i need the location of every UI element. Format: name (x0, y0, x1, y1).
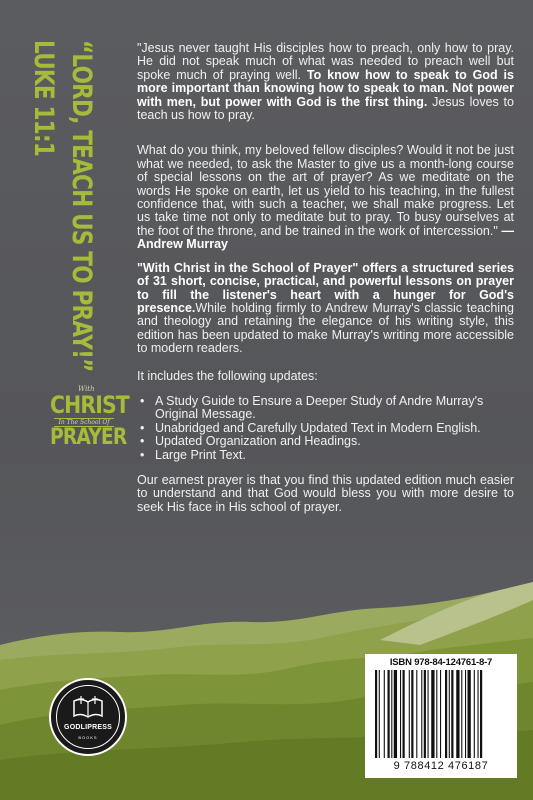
publisher-sub: BOOKS (78, 735, 98, 740)
updates-intro: It includes the following updates: (137, 368, 318, 383)
blurb-text (137, 42, 514, 524)
logo-christ: CHRIST (50, 391, 129, 419)
paragraph-quote-2: What do you think, my beloved fellow disciples? Would it not be just what we needed, to ask the Master to give us a month-long course of special lessons on the art of prayer? As we meditate on the words He spoke on earth, let us yield to his teaching, in the fullest confidence that, with such a teacher, we shall make progress. Let us take time not only to meditate but to pray. To busy ourselves at the foot of the throne, and be trained in the work of intercession." —Andrew Murray (137, 143, 514, 252)
barcode-digits: 9 788412 476187 (393, 760, 489, 772)
paragraph-quote-1: "Jesus never taught His disciples how to preach, only how to pray. He did not speak much of what was needed to preach well but spoke much of praying well. To know how to speak to God is more important than knowing how to speak to man. Not power with men, but power with God is the first thing. Jesus loves to teach us how to pray. (137, 41, 514, 123)
logo-with: With (78, 385, 95, 393)
list-item: • Large Print Text. (137, 449, 514, 462)
logo-prayer: PRAYER (50, 425, 127, 450)
updates-list (137, 395, 514, 462)
title-logo (50, 385, 129, 455)
logo-school: In The School Of (54, 418, 114, 427)
isbn-number: ISBN 978-84-124761-8-7 (389, 657, 493, 668)
open-book-icon (73, 696, 103, 718)
barcode (365, 654, 517, 778)
quote-reference: LUKE 11:1 (28, 40, 59, 157)
list-item: • Unabridged and Carefully Updated Text in Modern English. (137, 422, 514, 435)
list-item: • A Study Guide to Ensure a Deeper Study of Andre Murray's Original Message. (137, 395, 514, 422)
closing-paragraph: Our earnest prayer is that you find this updated edition much easier to understand and that God would bless you with more desire to seek His face in His school of prayer. (137, 472, 514, 514)
author-attribution: —Andrew Murray (137, 223, 514, 252)
barcode-bars (375, 670, 511, 758)
quote-line: “LORD, TEACH US TO PRAY!” (66, 40, 97, 372)
list-item: • Updated Organization and Headings. (137, 435, 514, 448)
publisher-name: GODLIPRESS (64, 724, 112, 731)
paragraph-description: "With Christ in the School of Prayer" offers a structured series of 31 short, concise, practical, and powerful lessons on prayer to fill the listener's heart with a hunger for God's presence.While holding firmly to Andrew Murray's classic teaching and theology and retaining the elegance of his writing style, this edition has been updated to make Murray's writing more accessible to modern readers. (137, 260, 514, 356)
publisher-logo (49, 678, 127, 756)
